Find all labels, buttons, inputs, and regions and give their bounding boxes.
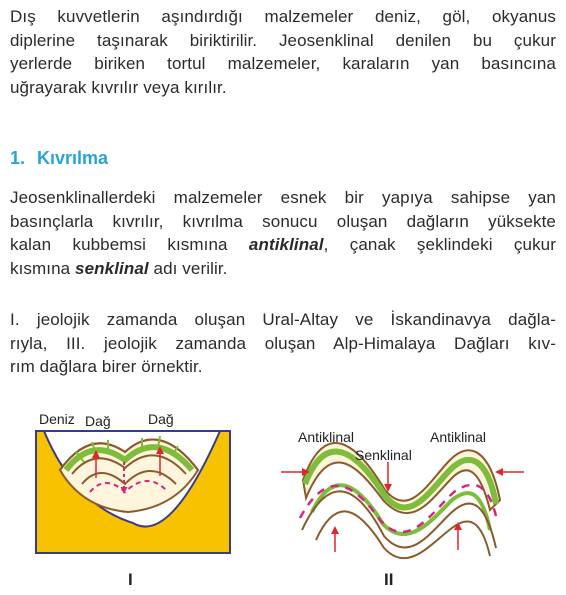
intro-line-3: yerlerde biriken tortul malzemeler, karaların yan basıncına — [10, 54, 556, 73]
examples-line-2: rıyla, III. jeolojik zamanda oluşan Alp-Himalaya Dağları kıv- — [10, 333, 556, 353]
intro-line-1: Dış kuvvetlerin aşındırdığı malzemeler deniz, göl, okyanus — [10, 7, 556, 26]
label-sea: Deniz — [39, 411, 75, 427]
label-mountain-left: Dağ — [85, 413, 111, 429]
examples-line-3: rım dağlara birer örnektir. — [10, 357, 203, 376]
fold-line-3-end: , çanak şeklindeki çukur — [323, 235, 556, 254]
label-mountain-right: Dağ — [148, 411, 174, 427]
fold-line-4-end: adı verilir. — [148, 258, 228, 278]
figure-2-folds — [281, 429, 524, 589]
term-syncline: senklinal — [75, 258, 149, 278]
term-anticline: antiklinal — [248, 235, 324, 254]
label-anticline-right: Antiklinal — [430, 429, 487, 445]
fold-line-4-start: kısmına — [10, 258, 76, 278]
section-title: Kıvrılma — [37, 148, 109, 168]
figure-1-caption: I — [128, 570, 133, 589]
examples-line-1: I. jeolojik zamanda oluşan Ural-Altay ve İskandinavya dağla- — [10, 310, 556, 329]
figure-2-caption: II — [384, 570, 394, 589]
intro-line-2: diplerine taşınarak biriktirilir. Jeosenklinal denilen bu çukur — [10, 30, 556, 50]
intro-line-4: uğrayarak kıvrılır veya kırılır. — [10, 77, 227, 97]
label-syncline: Senklinal — [355, 447, 412, 463]
label-anticline-left: Antiklinal — [298, 429, 355, 445]
fold-line-1: Jeosenklinallerdeki malzemeler esnek bir yapıya sahipse yan — [10, 188, 556, 207]
fold-line-2: basınçlarla kıvrılır, kıvrılma sonucu oluşan dağların yüksekte — [10, 211, 556, 231]
section-number: 1. — [10, 148, 26, 168]
fold-line-3-start: kalan kubbemsi kısmına — [10, 235, 249, 254]
figure-1-geosyncline — [36, 411, 230, 589]
